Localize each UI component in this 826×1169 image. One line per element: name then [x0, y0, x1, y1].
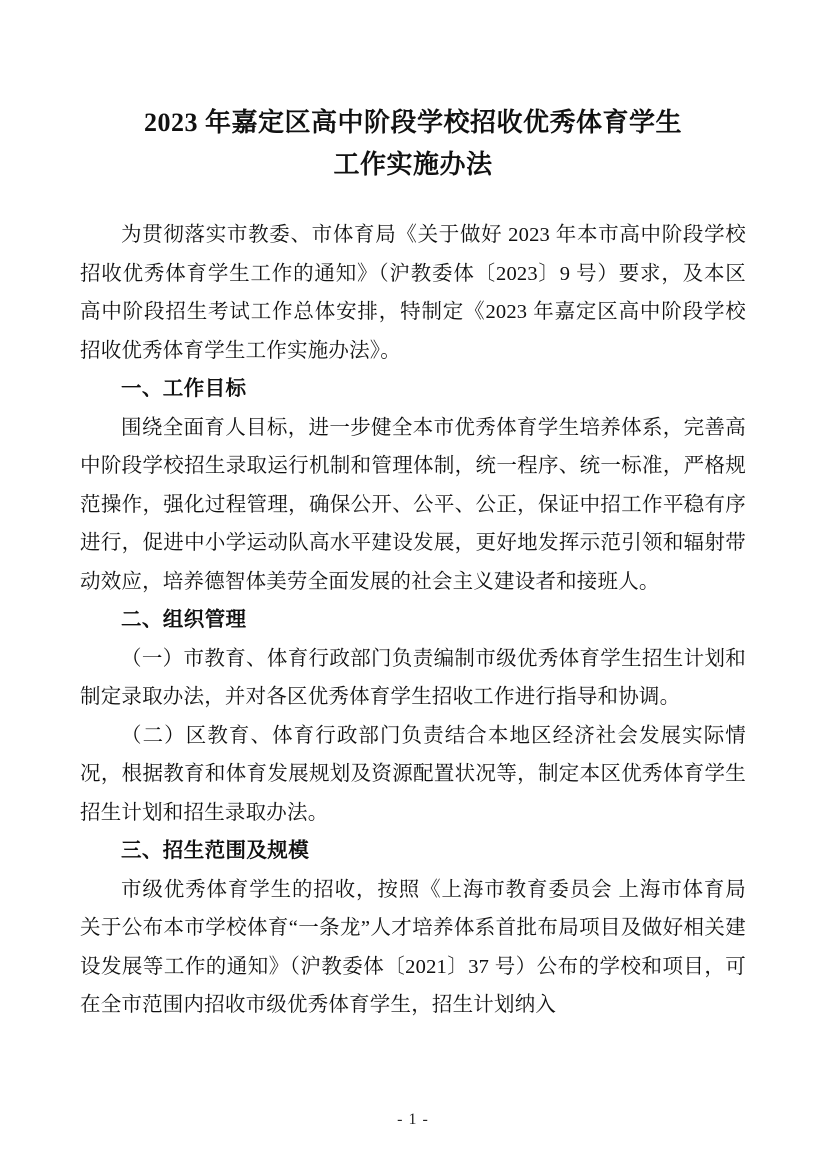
page-title-line-2: 工作实施办法: [333, 150, 493, 179]
paragraph-org-city: （一）市教育、体育行政部门负责编制市级优秀体育学生招生计划和制定录取办法，并对各区优秀体育学生招收工作进行指导和协调。: [80, 647, 746, 708]
paragraph-org-district: （二）区教育、体育行政部门负责结合本地区经济社会发展实际情况，根据教育和体育发展规划及资源配置状况等，制定本区优秀体育学生招生计划和招生录取办法。: [80, 724, 746, 824]
section-heading-1: 一、工作目标: [121, 377, 247, 400]
section-heading-2: 二、组织管理: [121, 608, 247, 631]
paragraph-work-goal: 围绕全面育人目标，进一步健全本市优秀体育学生培养体系，完善高中阶段学校招生录取运行机制和管理体制，统一程序、统一标准，严格规范操作，强化过程管理，确保公开、公平、公正，保证中招工作平稳有序进行，促进中小学运动队高水平建设发展，更好地发挥示范引领和辐射带动效应，培养德智体美劳全面发展的社会主义建设者和接班人。: [80, 416, 746, 593]
paragraph-scope-scale: 市级优秀体育学生的招收，按照《上海市教育委员会 上海市体育局关于公布本市学校体育“一条龙”人才培养体系首批布局项目及做好相关建设发展等工作的通知》（沪教委体〔2021〕37 号）公布的学校和项目，可在全市范围内招收市级优秀体育学生，招生计划纳入: [80, 878, 746, 1016]
document-body: [80, 216, 746, 1025]
section-heading-3: 三、招生范围及规模: [121, 839, 310, 862]
paragraph-intro: 为贯彻落实市教委、市体育局《关于做好 2023 年本市高中阶段学校招收优秀体育学生工作的通知》（沪教委体〔2023〕9 号）要求，及本区高中阶段招生考试工作总体安排，特制定《2023 年嘉定区高中阶段学校招收优秀体育学生工作实施办法》。: [80, 224, 746, 362]
page-number-footer: - 1 -: [397, 1111, 429, 1128]
page-title: [80, 102, 746, 186]
page-title-line-1: 2023 年嘉定区高中阶段学校招收优秀体育学生: [143, 108, 682, 137]
